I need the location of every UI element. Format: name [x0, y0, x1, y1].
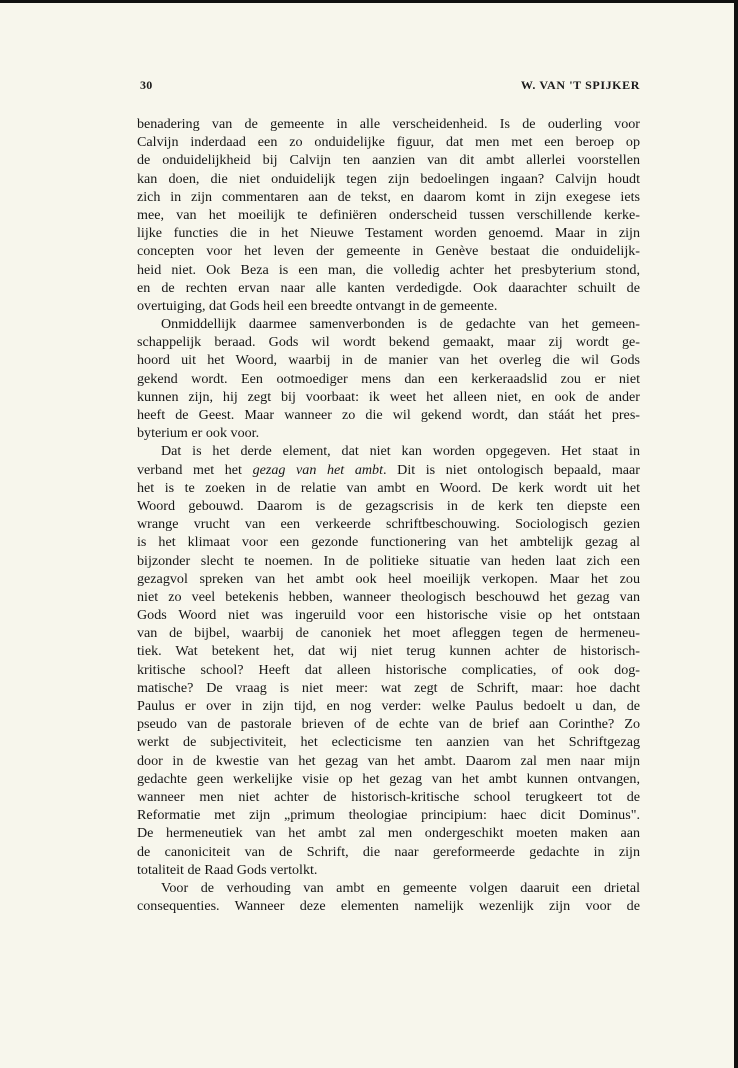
text-line: wanneer men niet achter de historisch-kritische school terugkeert tot de — [137, 788, 640, 805]
text-line: gekend wordt. Een ootmoediger mens dan een kerkeraadslid zou er niet — [137, 370, 640, 387]
running-head: W. VAN 'T SPIJKER — [520, 78, 640, 92]
page-header — [140, 78, 640, 98]
text-line: gezagvol spreken van het ambt ook heel moeilijk verkopen. Maar het zou — [137, 570, 640, 587]
text-segment: . Dit is niet ontologisch bepaald, maar — [383, 461, 640, 478]
text-line: wrange vrucht van een verkeerde schriftbeschouwing. Sociologisch gezien — [137, 516, 640, 533]
text-line: mee, van het moeilijk te definiëren onderscheid tussen verschillende kerke- — [137, 206, 640, 223]
text-line: kritische school? Heeft dat alleen historische complicaties, of ook dog- — [137, 661, 640, 678]
text-line: hoord uit het Woord, waarbij in de manier van het overleg die wil Gods — [137, 352, 640, 369]
text-line: bijzonder slecht te noemen. In de politieke situatie van heden laat zich een — [137, 552, 640, 569]
text-line: de onduidelijkheid bij Calvijn ten aanzien van dit ambt allerlei voorstellen — [137, 152, 640, 169]
paragraph-first-line: Dat is het derde element, dat niet kan worden opgegeven. Het staat in — [161, 443, 640, 460]
text-line: gedachte geen werkelijke visie op het gezag van het ambt kunnen ontvangen, — [137, 770, 640, 787]
text-line: matische? De vraag is niet meer: wat zegt de Schrift, maar: hoe dacht — [137, 679, 640, 696]
text-line: de canoniciteit van de Schrift, die naar gereformeerde gedachte in zijn — [137, 843, 640, 860]
text-line: het is te zoeken in de relatie van ambt en Woord. De kerk wordt uit het — [137, 479, 640, 496]
text-line: Paulus er over in zijn tijd, en nog verder: welke Paulus bedoelt u dan, de — [137, 698, 640, 714]
text-line: Gods Woord niet was ingeruild voor een historische visie op het ontstaan — [137, 607, 640, 624]
text-line: totaliteit de Raad Gods vertolkt. — [137, 861, 318, 878]
text-line: zich in zijn commentaren aan de tekst, en daarom komt in zijn exegese iets — [137, 188, 640, 205]
text-line: kunnen zijn, hij zegt bij voorbaat: ik weet het alleen niet, en ook de ander — [137, 388, 640, 405]
text-line-with-emphasis — [137, 461, 640, 479]
text-line: Reformatie met zijn „primum theologiae principium: haec dicit Dominus". — [137, 807, 640, 824]
paragraph-first-line: Voor de verhouding van ambt en gemeente volgen daaruit een drietal — [161, 879, 640, 896]
text-line: schappelijk beraad. Gods wil wordt bekend gemaakt, maar zij wordt ge- — [137, 334, 640, 351]
text-line: concepten voor het leven der gemeente in Genève bestaat die onduidelijk- — [137, 243, 640, 260]
text-line: en de rechten ervan naar alle kanten verdedigde. Ook daarachter schuilt de — [137, 279, 640, 296]
text-line: Woord gebouwd. Daarom is de gezagscrisis in de kerk ten diepste een — [137, 497, 640, 514]
text-line: niet zo veel betekenis hebben, wanneer theologisch beschouwd het gezag van — [137, 588, 640, 605]
text-line: heeft de Geest. Maar wanneer zo die wil gekend wordt, dan stáát het pres- — [137, 407, 640, 423]
text-line: benadering van de gemeente in alle verscheidenheid. Is de ouderling voor — [137, 116, 640, 132]
text-line: is het klimaat voor een gezonde functionering van het ambtelijk gezag al — [137, 534, 640, 551]
page-top-border — [0, 0, 738, 3]
page-right-border — [734, 0, 738, 1068]
page-number: 30 — [140, 78, 153, 92]
text-line: consequenties. Wanneer deze elementen namelijk wezenlijk zijn voor de — [137, 898, 640, 915]
text-line: heid niet. Ook Beza is een man, die volledig achter het presbyterium stond, — [137, 261, 640, 278]
text-line: pseudo van de pastorale brieven of de echte van de brief aan Corinthe? Zo — [137, 716, 640, 733]
text-line: door in de kwestie van het gezag van het ambt. Daarom zal men naar mijn — [137, 752, 640, 769]
text-line: byterium er ook voor. — [137, 425, 260, 442]
paragraph-first-line: Onmiddellijk daarmee samenverbonden is de gedachte van het gemeen- — [161, 316, 640, 333]
text-line: De hermeneutiek van het ambt zal men ondergeschikt moeten maken aan — [137, 825, 640, 842]
text-line: tiek. Wat betekent het, dat wij niet terug kunnen achter de historisch- — [137, 643, 640, 660]
text-line: werkt de subjectiviteit, het eclecticisme ten aanzien van het Schriftgezag — [137, 734, 640, 751]
emphasis-gezag-van-het-ambt: gezag van het ambt — [252, 461, 384, 478]
text-segment: verband met het — [137, 461, 253, 478]
body-text — [137, 115, 640, 915]
text-line: overtuiging, dat Gods heil een breedte ontvangt in de gemeente. — [137, 297, 498, 314]
text-line: Calvijn inderdaad een zo onduidelijke figuur, dat men met een beroep op — [137, 134, 640, 151]
text-line: van de bijbel, waarbij de canoniek het moet afleggen tegen de hermeneu- — [137, 625, 640, 642]
text-line: lijke functies die in het Nieuwe Testament worden genoemd. Maar in zijn — [137, 225, 640, 242]
text-line: kan doen, die niet onduidelijk tegen zijn bedoelingen ingaan? Calvijn houdt — [137, 170, 640, 187]
